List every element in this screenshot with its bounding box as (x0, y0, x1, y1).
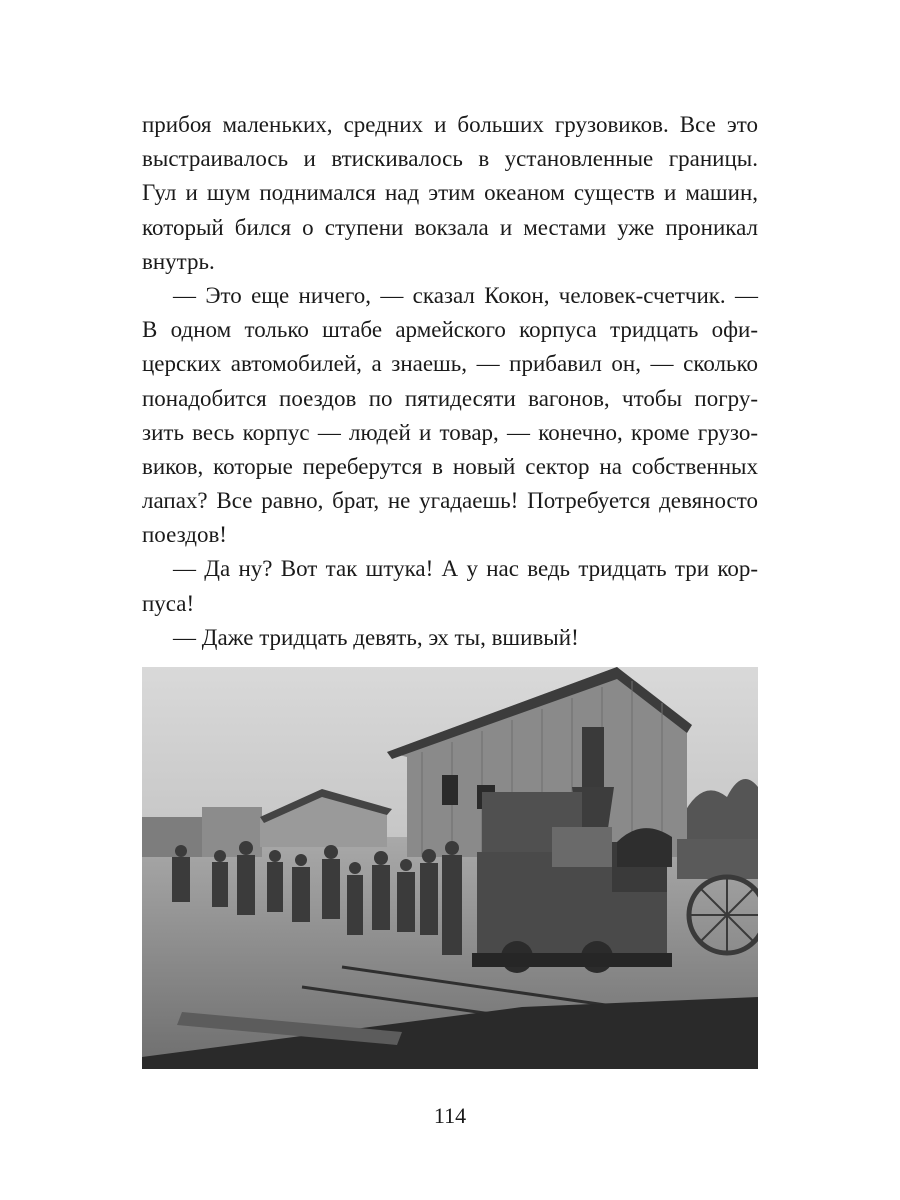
text-line: поездов! (142, 522, 227, 548)
text-line: церских автомобилей, а знаешь, — прибавил он, — сколько (142, 351, 758, 377)
paragraph-3 (142, 552, 758, 620)
paragraph-2 (142, 279, 758, 553)
text-line: — Даже тридцать девять, эх ты, вшивый! (173, 624, 579, 650)
text-line: понадобится поездов по пятидесяти вагонов, чтобы погру- (142, 385, 758, 411)
text-line: выстраивалось и втискивалось в установленные границы. (142, 146, 758, 172)
text-line: Гул и шум поднимался над этим океаном существ и машин, (142, 180, 758, 206)
text-line: лапах? Все равно, брат, не угадаешь! Потребуется девяносто (142, 488, 758, 514)
page-number: 114 (433, 1103, 467, 1128)
text-line: внутрь. (142, 248, 215, 274)
body-text (142, 108, 758, 655)
paragraph-1 (142, 108, 758, 279)
text-line: В одном только штабе армейского корпуса тридцать офи- (142, 317, 758, 343)
text-line: прибоя маленьких, средних и больших грузовиков. Все это (142, 112, 758, 137)
historical-photograph (142, 667, 758, 1069)
paragraph-4 (142, 621, 758, 655)
text-line: пуса! (142, 590, 195, 616)
locomotive-photo-illustration (142, 667, 758, 1069)
text-line: — Это еще ничего, — сказал Кокон, человек-счетчик. — (173, 282, 758, 308)
text-line: виков, которые переберутся в новый сектор на собственных (142, 453, 758, 479)
text-line: — Да ну? Вот так штука! А у нас ведь тридцать три кор- (173, 556, 758, 582)
text-line: зить весь корпус — людей и товар, — конечно, кроме грузо- (142, 419, 758, 445)
text-line: который бился о ступени вокзала и местами уже проникал (142, 214, 758, 240)
